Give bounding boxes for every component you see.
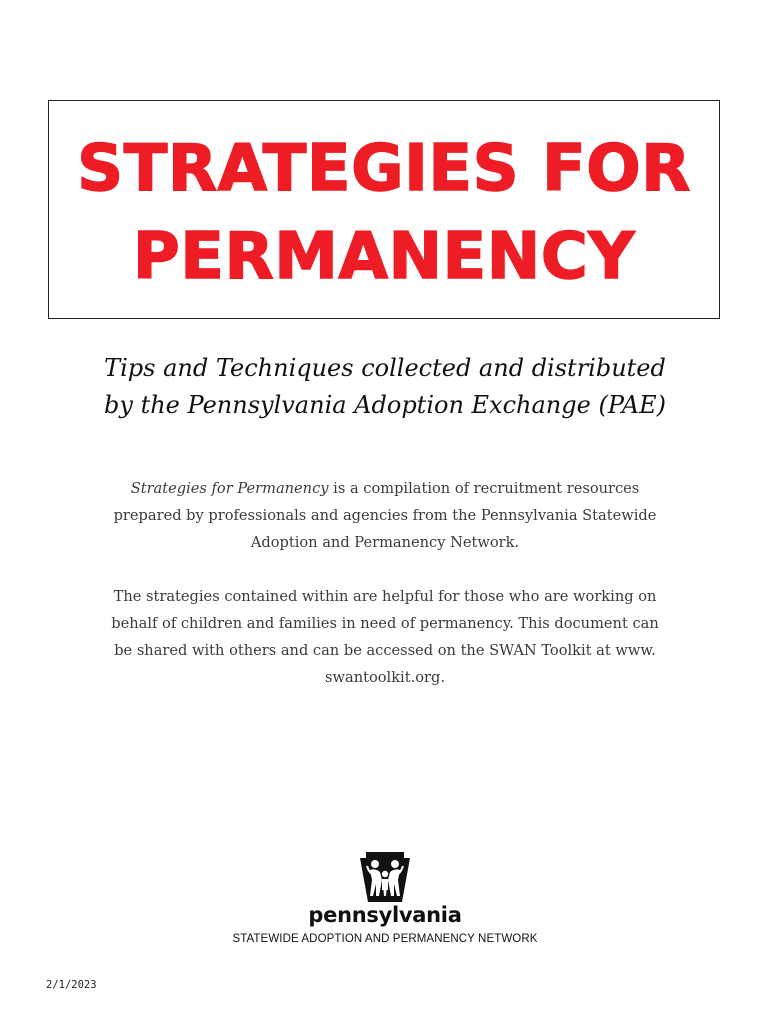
logo-wordmark: pennsylvania bbox=[308, 903, 462, 927]
keystone-family-icon bbox=[358, 850, 412, 904]
strategies-paragraph: The strategies contained within are helpful for those who are working on behalf of children and families in need of permanency. This document can be shared with others and can be accessed on the SWAN Toolkit at www. swantoolkit.org. bbox=[111, 588, 659, 686]
pennsylvania-swan-logo bbox=[230, 850, 540, 950]
logo-subtitle: STATEWIDE ADOPTION AND PERMANENCY NETWORK bbox=[232, 933, 538, 945]
subtitle bbox=[0, 350, 770, 424]
title-line-1: STRATEGIES FOR bbox=[77, 132, 691, 206]
title-line-2: PERMANENCY bbox=[132, 220, 636, 294]
title-box bbox=[48, 100, 720, 319]
subtitle-line-2: by the Pennsylvania Adoption Exchange (PAE) bbox=[104, 391, 666, 419]
intro-italic-title: Strategies for Permanency bbox=[130, 480, 329, 497]
document-date: 2/1/2023 bbox=[46, 979, 97, 991]
intro-paragraph bbox=[100, 475, 670, 556]
intro-text: is a compilation of recruitment resources prepared by professionals and agencies from the Pennsylvania Statewide Adoption and Permanency Network. bbox=[113, 480, 657, 551]
subtitle-line-1: Tips and Techniques collected and distributed bbox=[104, 354, 666, 382]
